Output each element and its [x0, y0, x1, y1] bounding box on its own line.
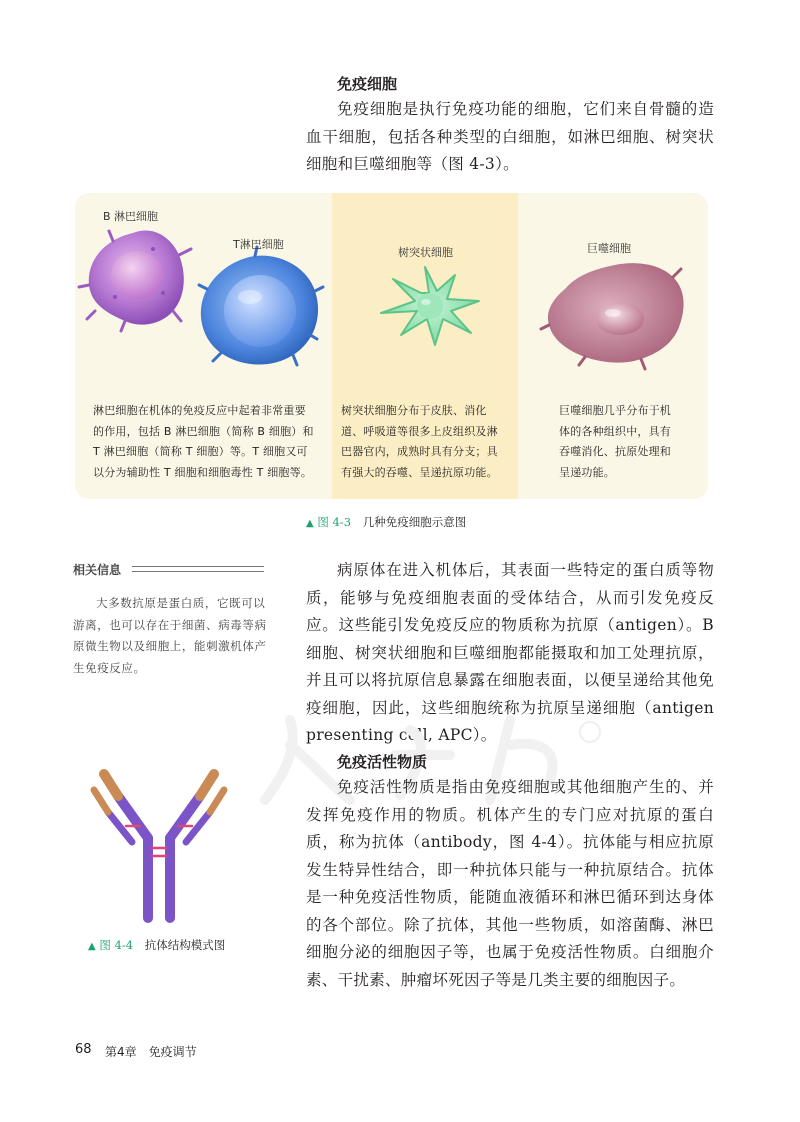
- desc-line: 树突状细胞分布于皮肤、消化: [341, 404, 487, 417]
- section-heading-immunoactive-substances: 免疫活性物质: [337, 753, 428, 771]
- lymphocyte-description: [93, 401, 333, 483]
- label-t-lymphocyte: T淋巴细胞: [233, 238, 284, 251]
- desc-line: 巴器官内，成熟时具有分支；具: [341, 445, 498, 458]
- label-b-lymphocyte: B 淋巴细胞: [103, 210, 159, 223]
- antibody-structure-illustration: [88, 768, 248, 928]
- figure-number: 图 4-3: [317, 515, 352, 529]
- related-info-title: 相关信息: [73, 563, 122, 577]
- desc-line: 淋巴细胞在机体的免疫反应中起着非常重要: [93, 404, 306, 417]
- section-heading-immune-cells: 免疫细胞: [337, 75, 398, 93]
- desc-line: 巨噬细胞几乎分布于机: [559, 404, 671, 417]
- desc-line: 的作用，包括 B 淋巴细胞（简称 B 细胞）和: [93, 424, 314, 438]
- desc-line: 吞噬消化、抗原处理和: [559, 445, 671, 458]
- t-lymphocyte-illustration: [199, 247, 323, 365]
- related-info-divider: [132, 566, 264, 572]
- macrophage-description: [559, 401, 699, 483]
- figure-4-3-caption: [306, 514, 466, 530]
- caption-triangle-icon: ▲: [306, 518, 314, 529]
- label-dendritic-cell: 树突状细胞: [398, 246, 453, 259]
- paragraph-text: 病原体在进入机体后，其表面一些特定的蛋白质等物质，能够与免疫细胞表面的受体结合，从而引发免疫反应。这些能引发免疫反应的物质称为抗原（antigen）。B 细胞、树突状细胞和巨噬细胞都能摄取和加工处理抗原，并且可以将抗原信息暴露在细胞表面，以便呈递给其他免疫细胞，因此，这些细胞统称为抗原呈递细胞（antigen presenting cell, APC）。: [306, 561, 714, 744]
- desc-line: 体的各种组织中，具有: [559, 424, 671, 438]
- b-lymphocyte-illustration: [79, 230, 191, 331]
- dendritic-description: [341, 401, 516, 483]
- figure-title: 几种免疫细胞示意图: [362, 515, 467, 529]
- desc-line: 以分为辅助性 T 细胞和细胞毒性 T 细胞等。: [93, 465, 313, 479]
- caption-triangle-icon: ▲: [88, 941, 96, 952]
- immune-cells-paragraph: [306, 96, 714, 179]
- figure-4-3-panel: [75, 193, 708, 499]
- dendritic-cell-illustration: [381, 267, 479, 345]
- chapter-footer: 第4章 免疫调节: [105, 1045, 197, 1059]
- paragraph-text: 免疫细胞是执行免疫功能的细胞，它们来自骨髓的造血干细胞，包括各种类型的白细胞，如淋巴细胞、树突状细胞和巨噬细胞等（图 4-3）。: [306, 100, 714, 173]
- figure-title: 抗体结构模式图: [144, 938, 226, 952]
- macrophage-illustration: [541, 263, 684, 369]
- paragraph-text: 免疫活性物质是指由免疫细胞或其他细胞产生的、并发挥免疫作用的物质。机体产生的专门应对抗原的蛋白质，称为抗体（antibody，图 4-4）。抗体能与相应抗原发生特异性结合，即一种抗体只能与一种抗原结合。抗体是一种免疫活性物质，能随血液循环和淋巴循环到达身体的各个部位。除了抗体，其他一些物质，如溶菌酶、淋巴细胞分泌的细胞因子等，也属于免疫活性物质。白细胞介素、干扰素、肿瘤坏死因子等是几类主要的细胞因子。: [306, 778, 714, 989]
- desc-line: 道、呼吸道等很多上皮组织及淋: [341, 424, 498, 438]
- desc-line: T 淋巴细胞（简称 T 细胞）等。T 细胞又可: [93, 445, 308, 458]
- label-macrophage: 巨噬细胞: [587, 242, 631, 255]
- figure-4-4-caption: [88, 937, 225, 953]
- figure-number: 图 4-4: [99, 938, 134, 952]
- related-info-text: 大多数抗原是蛋白质，它既可以游离，也可以存在于细菌、病毒等病原微生物以及细胞上，能刺激机体产生免疫反应。: [73, 596, 267, 675]
- page-number: 68: [75, 1042, 92, 1057]
- desc-line: 有强大的吞噬、呈递抗原功能。: [341, 465, 498, 479]
- desc-line: 呈递功能。: [559, 465, 615, 479]
- immunoactive-paragraph: [306, 774, 714, 994]
